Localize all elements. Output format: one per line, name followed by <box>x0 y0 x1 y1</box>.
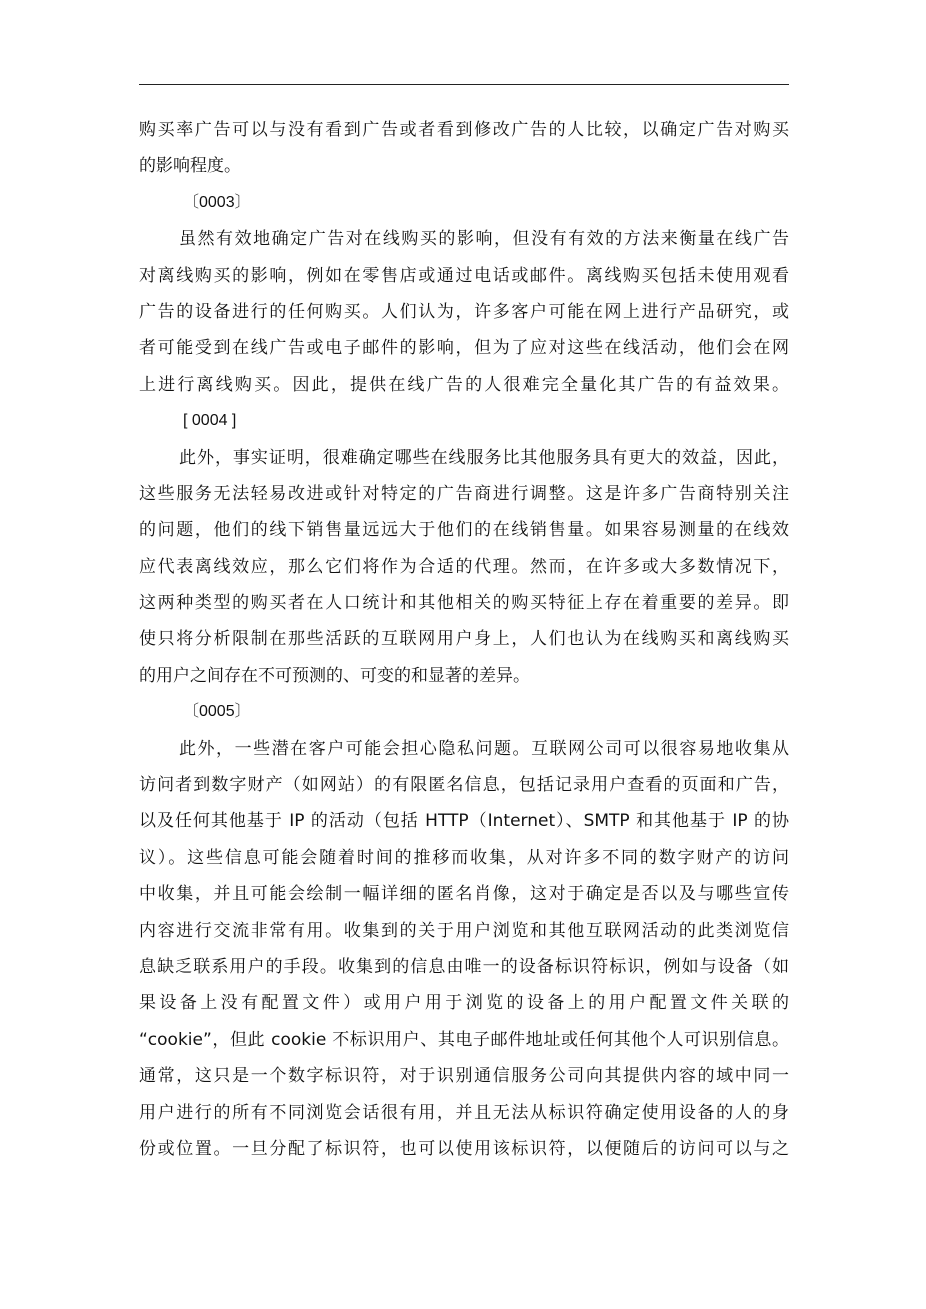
text-line: 访问者到数字财产（如网站）的有限匿名信息，包括记录用户查看的页面和广告， <box>139 775 789 796</box>
text-line: 者可能受到在线广告或电子邮件的影响，但为了应对这些在线活动，他们会在网 <box>139 338 789 359</box>
text-line: 果设备上没有配置文件）或用户用于浏览的设备上的用户配置文件关联的 <box>139 993 789 1014</box>
paragraph-number: [ 0004 ] <box>183 412 237 430</box>
paragraph-number: 〔0005〕 <box>183 703 251 721</box>
document-body <box>139 112 789 1167</box>
text-line: 议）。这些信息可能会随着时间的推移而收集，从对许多不同的数字财产的访问 <box>139 847 789 868</box>
text-line: 使只将分析限制在那些活跃的互联网用户身上，人们也认为在线购买和离线购买 <box>139 629 789 650</box>
text-line: 购买率广告可以与没有看到广告或者看到修改广告的人比较，以确定广告对购买 <box>139 120 789 140</box>
paragraph-number: 〔0003〕 <box>183 193 251 211</box>
text-line: 份或位置。一旦分配了标识符，也可以使用该标识符，以便随后的访问可以与之 <box>139 1138 789 1159</box>
text-line: 息缺乏联系用户的手段。收集到的信息由唯一的设备标识符标识，例如与设备（如 <box>139 956 789 977</box>
text-line: 对离线购买的影响，例如在零售店或通过电话或邮件。离线购买包括未使用观看 <box>139 265 789 286</box>
text-line: “cookie”，但此 cookie 不标识用户、其电子邮件地址或任何其他个人可识别信息。 <box>139 1029 789 1050</box>
text-line: 这两种类型的购买者在人口统计和其他相关的购买特征上存在着重要的差异。即 <box>139 593 789 614</box>
text-line: 的影响程度。 <box>139 156 241 177</box>
text-line: 这些服务无法轻易改进或针对特定的广告商进行调整。这是许多广告商特别关注 <box>139 483 789 504</box>
text-line: 通常，这只是一个数字标识符，对于识别通信服务公司向其提供内容的域中同一 <box>139 1066 789 1087</box>
text-line: 上进行离线购买。因此，提供在线广告的人很难完全量化其广告的有益效果。 <box>139 374 789 395</box>
text-line: 用户进行的所有不同浏览会话很有用，并且无法从标识符确定使用设备的人的身 <box>139 1102 789 1123</box>
text-line: 以及任何其他基于 IP 的活动（包括 HTTP（Internet）、SMTP 和其他基于 IP 的协 <box>139 811 789 832</box>
text-line: 应代表离线效应，那么它们将作为合适的代理。然而，在许多或大多数情况下， <box>139 556 789 577</box>
text-line: 此外，一些潜在客户可能会担心隐私问题。互联网公司可以很容易地收集从 <box>179 738 789 759</box>
text-line: 虽然有效地确定广告对在线购买的影响，但没有有效的方法来衡量在线广告 <box>179 229 789 250</box>
text-line: 此外，事实证明，很难确定哪些在线服务比其他服务具有更大的效益，因此， <box>179 447 789 468</box>
text-line: 内容进行交流非常有用。收集到的关于用户浏览和其他互联网活动的此类浏览信 <box>139 920 789 941</box>
text-line: 的用户之间存在不可预测的、可变的和显著的差异。 <box>139 665 530 686</box>
text-line: 中收集，并且可能会绘制一幅详细的匿名肖像，这对于确定是否以及与哪些宣传 <box>139 884 789 905</box>
header-rule <box>139 84 789 85</box>
text-line: 的问题，他们的线下销售量远远大于他们的在线销售量。如果容易测量的在线效 <box>139 520 789 541</box>
text-line: 广告的设备进行的任何购买。人们认为，许多客户可能在网上进行产品研究，或 <box>139 301 789 322</box>
